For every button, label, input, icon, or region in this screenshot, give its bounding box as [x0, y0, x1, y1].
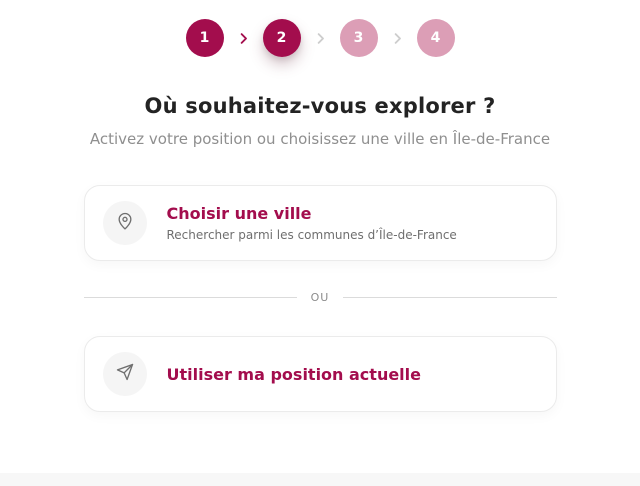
wizard-stepper	[0, 0, 640, 57]
divider-line-left	[84, 297, 297, 298]
divider-label: OU	[310, 291, 330, 304]
step-1[interactable]	[186, 19, 224, 57]
use-current-location-button[interactable]	[84, 336, 557, 412]
send-icon-circle	[103, 352, 147, 396]
footer-band	[0, 473, 640, 486]
chevron-right-icon	[236, 31, 251, 46]
or-divider	[84, 291, 557, 304]
choose-city-subtitle: Rechercher parmi les communes d’Île-de-France	[166, 228, 457, 242]
step-2[interactable]	[263, 19, 301, 57]
page-title: Où souhaitez-vous explorer ?	[144, 94, 496, 118]
step-2-number: 2	[276, 30, 287, 46]
map-pin-icon-circle	[103, 201, 147, 245]
step-3	[340, 19, 378, 57]
page-subtitle: Activez votre position ou choisissez une ville en Île-de-France	[89, 130, 551, 148]
send-icon	[115, 362, 135, 386]
choose-city-button[interactable]	[84, 185, 557, 261]
chevron-right-icon	[313, 31, 328, 46]
location-options	[84, 185, 557, 412]
use-current-location-title: Utiliser ma position actuelle	[166, 364, 421, 384]
choose-city-text	[167, 204, 457, 242]
chevron-right-icon	[390, 31, 405, 46]
map-pin-icon	[115, 211, 135, 235]
step-3-number: 3	[353, 30, 364, 46]
use-current-location-text	[167, 365, 422, 384]
step-4-number: 4	[430, 30, 441, 46]
choose-city-title: Choisir une ville	[166, 204, 312, 223]
divider-line-right	[343, 297, 556, 298]
step-4	[417, 19, 455, 57]
step-1-number: 1	[199, 30, 210, 46]
